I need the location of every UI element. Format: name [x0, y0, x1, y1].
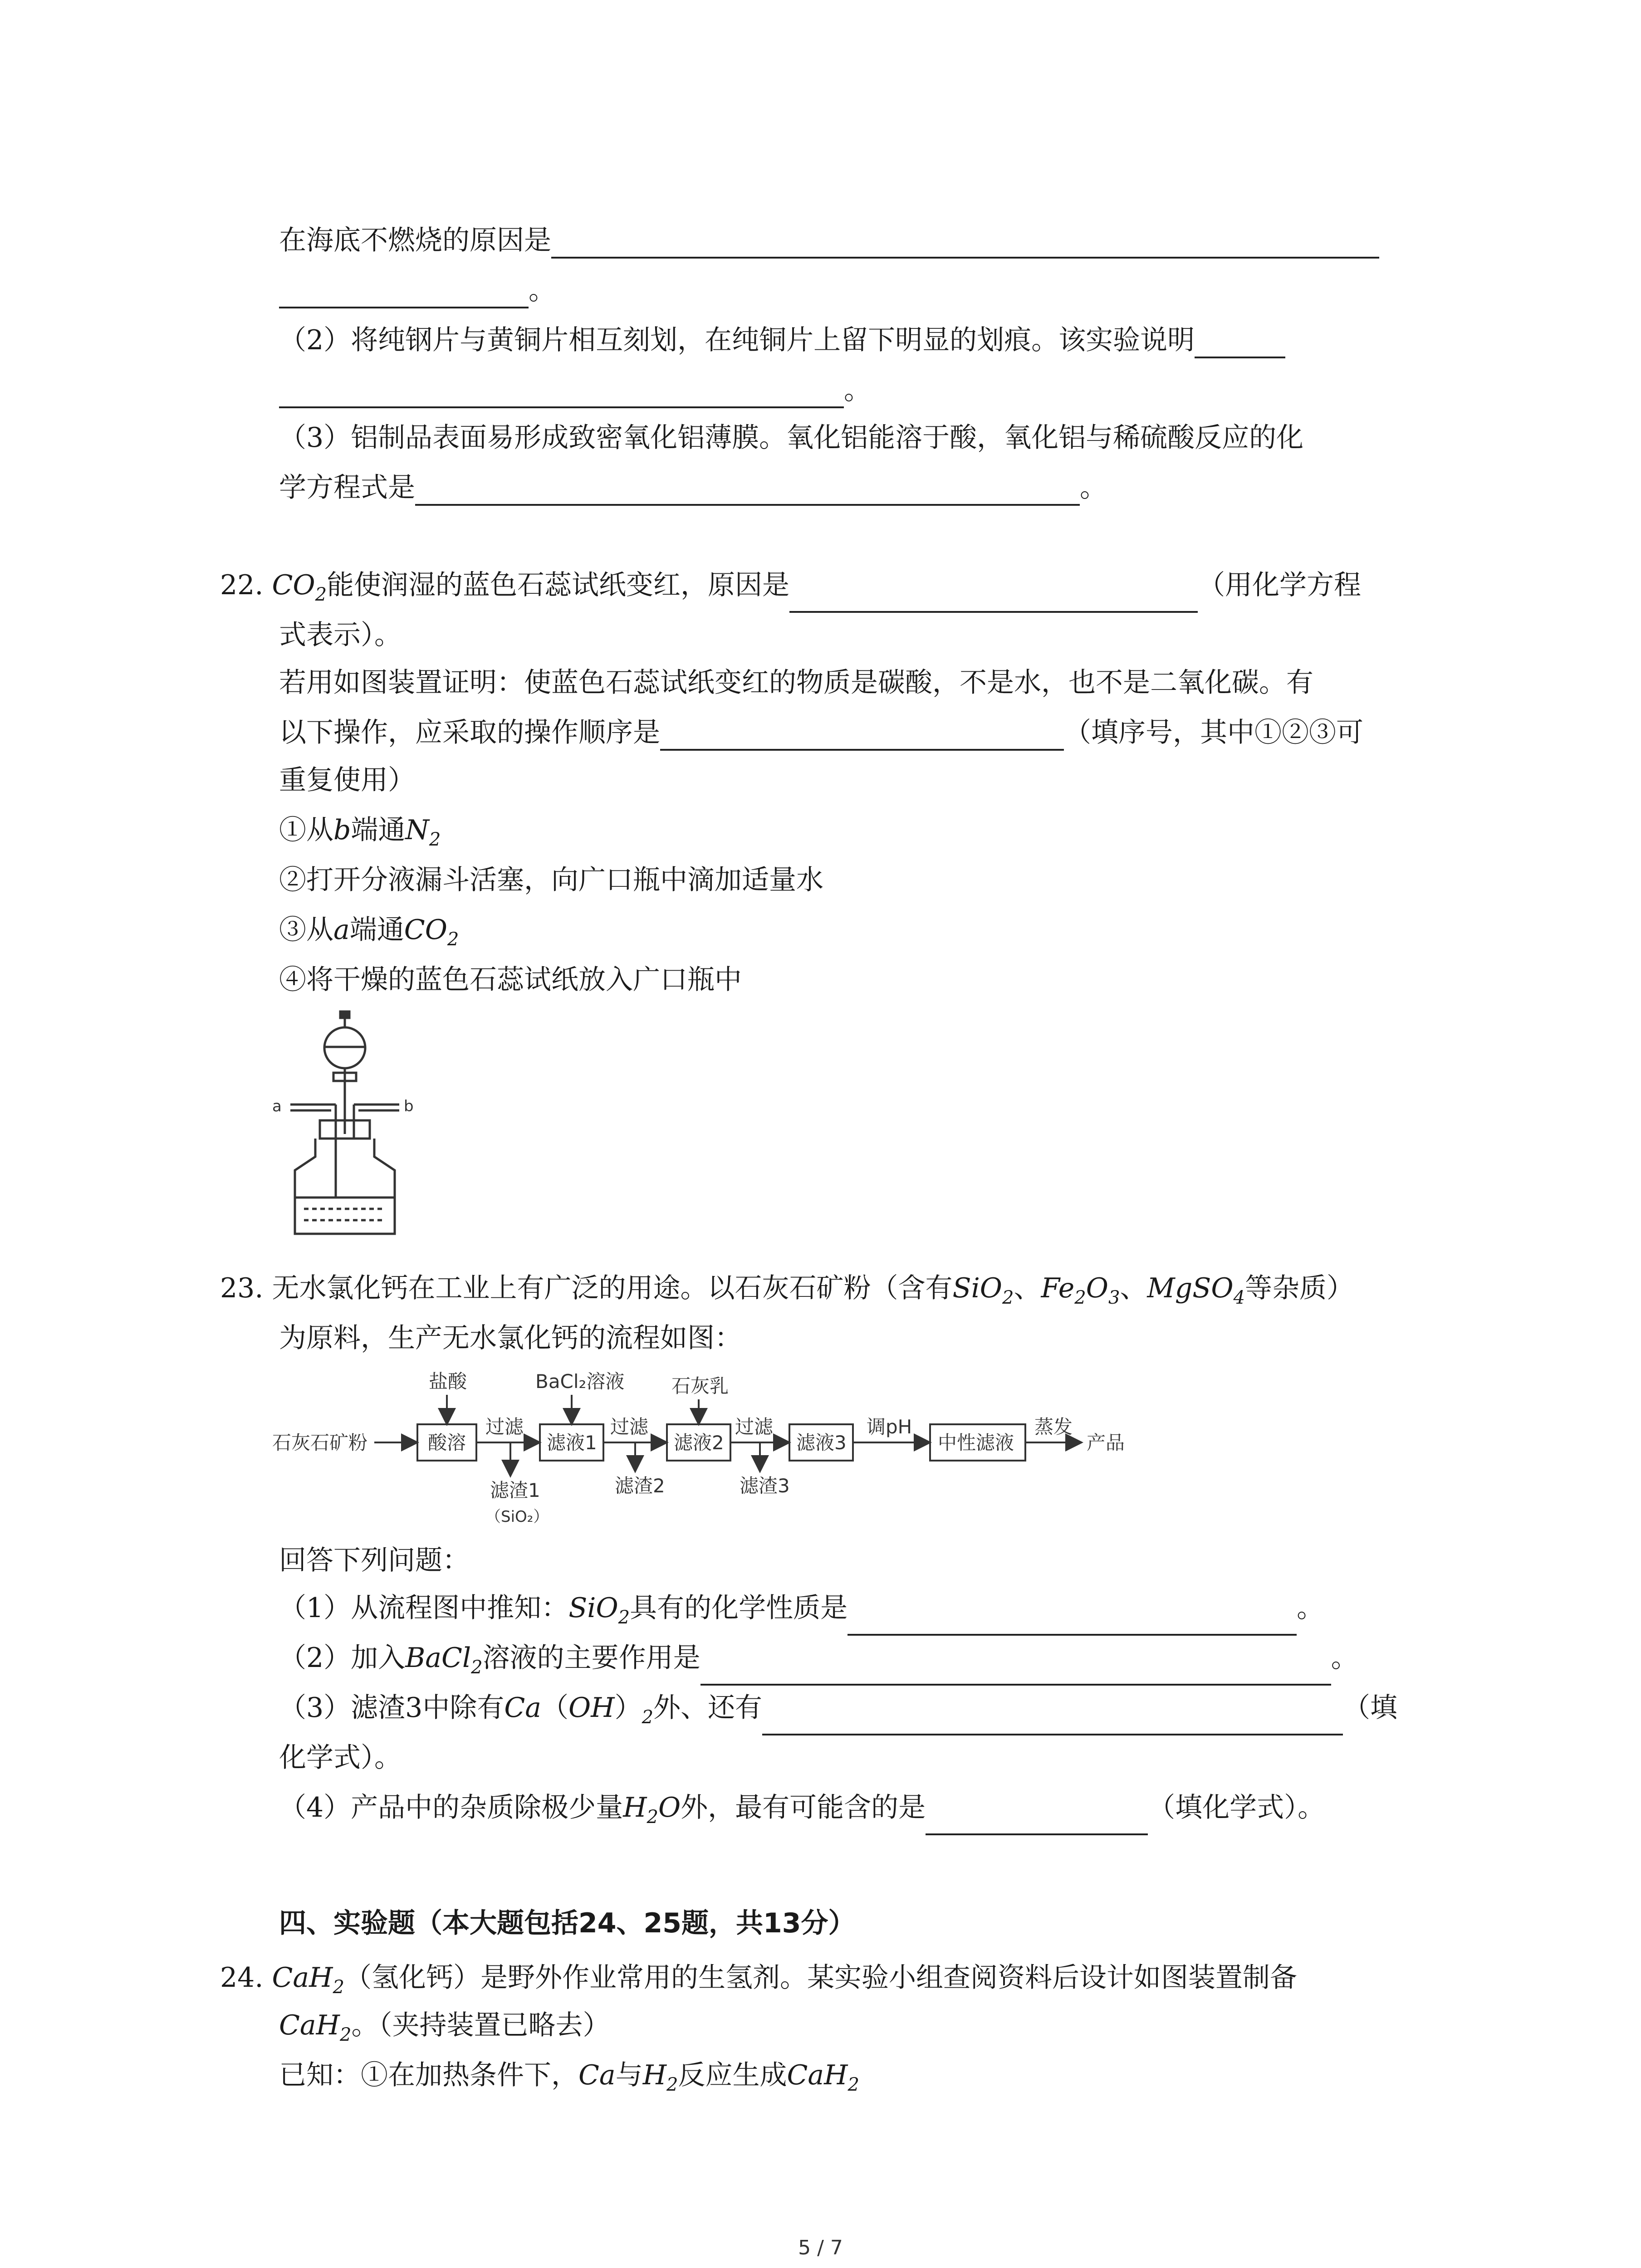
flow-input-hcl: 盐酸: [429, 1370, 467, 1393]
apparatus-figure: [272, 1007, 417, 1243]
flow-residue2: 滤渣2: [615, 1475, 665, 1497]
q22-line4: 以下操作，应采取的操作顺序是 （填序号，其中①②③可: [279, 714, 1363, 751]
q22-line2: 式表示）。: [279, 619, 402, 651]
flow-residue1: 滤渣1: [490, 1479, 540, 1501]
flow-box3-label: 滤液2: [674, 1432, 724, 1454]
port-a-label: a: [272, 1097, 282, 1115]
q22-op3: ③从a端通$CO_2$: [279, 914, 459, 950]
answer-blank[interactable]: [660, 723, 1064, 751]
q23-sub1: （1）从流程图中推知：SiO$_2$具有的化学性质是 。: [279, 1590, 1324, 1636]
answer-blank[interactable]: [415, 479, 1080, 506]
answer-blank[interactable]: [551, 231, 1379, 259]
answer-blank[interactable]: [789, 586, 1198, 613]
section-heading: 四、实验题（本大题包括24、25题，共13分）: [279, 1907, 856, 1939]
q21-part3: （3）铝制品表面易形成致密氧化铝薄膜。氧化铝能溶于酸，氧化铝与稀硫酸反应的化: [279, 422, 1304, 454]
q23-line1: 23. 无水氯化钙在工业上有广泛的用途。以石灰石矿粉（含有SiO$_2$、$Fe_2O_3$、MgSO$_4$等杂质）: [220, 1272, 1354, 1308]
q23-sub3-cont: 化学式）。: [279, 1742, 402, 1774]
answer-blank[interactable]: [279, 381, 844, 408]
port-b-label: b: [404, 1097, 414, 1115]
flow-residue3: 滤渣3: [740, 1475, 790, 1497]
flow-input-limemilk: 石灰乳: [671, 1375, 729, 1397]
q24-line2: CaH$_2$。（夹持装置已略去）: [279, 2009, 610, 2045]
flow-box2-label: 滤液1: [547, 1432, 597, 1454]
page-number: 5 / 7: [798, 2236, 843, 2259]
q21-part3-cont: 学方程式是 。: [279, 469, 1107, 506]
flow-op-ph: 调pH: [867, 1416, 912, 1438]
flow-op-filter1: 过滤: [485, 1416, 524, 1438]
q21-part2-cont: 。: [279, 372, 871, 408]
answer-blank[interactable]: [762, 1708, 1343, 1735]
q23-sub2: （2）加入BaCl$_2$溶液的主要作用是 。: [279, 1640, 1358, 1686]
answer-blank[interactable]: [279, 281, 529, 308]
q22-line1: 22. $CO_2$能使润湿的蓝色石蕊试纸变红，原因是 （用化学方程: [220, 567, 1361, 613]
q23-line2: 为原料，生产无水氯化钙的流程如图：: [279, 1322, 742, 1354]
flow-residue1-note: （SiO₂）: [485, 1508, 549, 1526]
flow-op-evaporate: 蒸发: [1034, 1416, 1073, 1438]
q23-sub4: （4）产品中的杂质除极少量$H_2O$外，最有可能含的是 （填化学式）。: [279, 1789, 1325, 1835]
q24-line3: 已知：①在加热条件下，Ca与$H_2$反应生成CaH$_2$: [279, 2059, 859, 2095]
flow-input-bacl2: BaCl₂溶液: [535, 1370, 625, 1393]
q22-line5: 重复使用）: [279, 764, 415, 796]
q22-op4: ④将干燥的蓝色石蕊试纸放入广口瓶中: [279, 964, 742, 996]
q22-op2: ②打开分液漏斗活塞，向广口瓶中滴加适量水: [279, 864, 823, 896]
q21-line2: 。: [279, 272, 556, 308]
q21-line1: 在海底不燃烧的原因是: [279, 222, 1379, 259]
process-flowchart: [272, 1365, 1157, 1533]
q24-line1: 24. CaH$_2$（氢化钙）是野外作业常用的生氢剂。某实验小组查阅资料后设计如图装置制备: [220, 1962, 1297, 1998]
flow-box4-label: 滤液3: [796, 1432, 847, 1454]
flow-box1-label: 酸溶: [428, 1432, 466, 1454]
flow-box5-label: 中性滤液: [938, 1432, 1014, 1454]
answer-blank[interactable]: [847, 1608, 1297, 1636]
q23-line3: 回答下列问题：: [279, 1545, 470, 1576]
q22-op1: ①从b端通$N_2$: [279, 814, 441, 850]
flow-end: 产品: [1087, 1432, 1125, 1454]
flow-start: 石灰石矿粉: [272, 1432, 368, 1454]
q22-line3: 若用如图装置证明：使蓝色石蕊试纸变红的物质是碳酸，不是水，也不是二氧化碳。有: [279, 667, 1313, 699]
flow-op-filter2: 过滤: [610, 1416, 649, 1438]
q23-sub3: （3）滤渣3中除有$Ca(OH)_2$外、还有 （填: [279, 1690, 1397, 1735]
answer-blank[interactable]: [700, 1658, 1331, 1686]
answer-blank[interactable]: [1195, 331, 1285, 358]
answer-blank[interactable]: [926, 1808, 1148, 1835]
flow-op-filter3: 过滤: [735, 1416, 774, 1438]
q21-part2: （2）将纯钢片与黄铜片相互刻划，在纯铜片上留下明显的划痕。该实验说明: [279, 322, 1285, 358]
